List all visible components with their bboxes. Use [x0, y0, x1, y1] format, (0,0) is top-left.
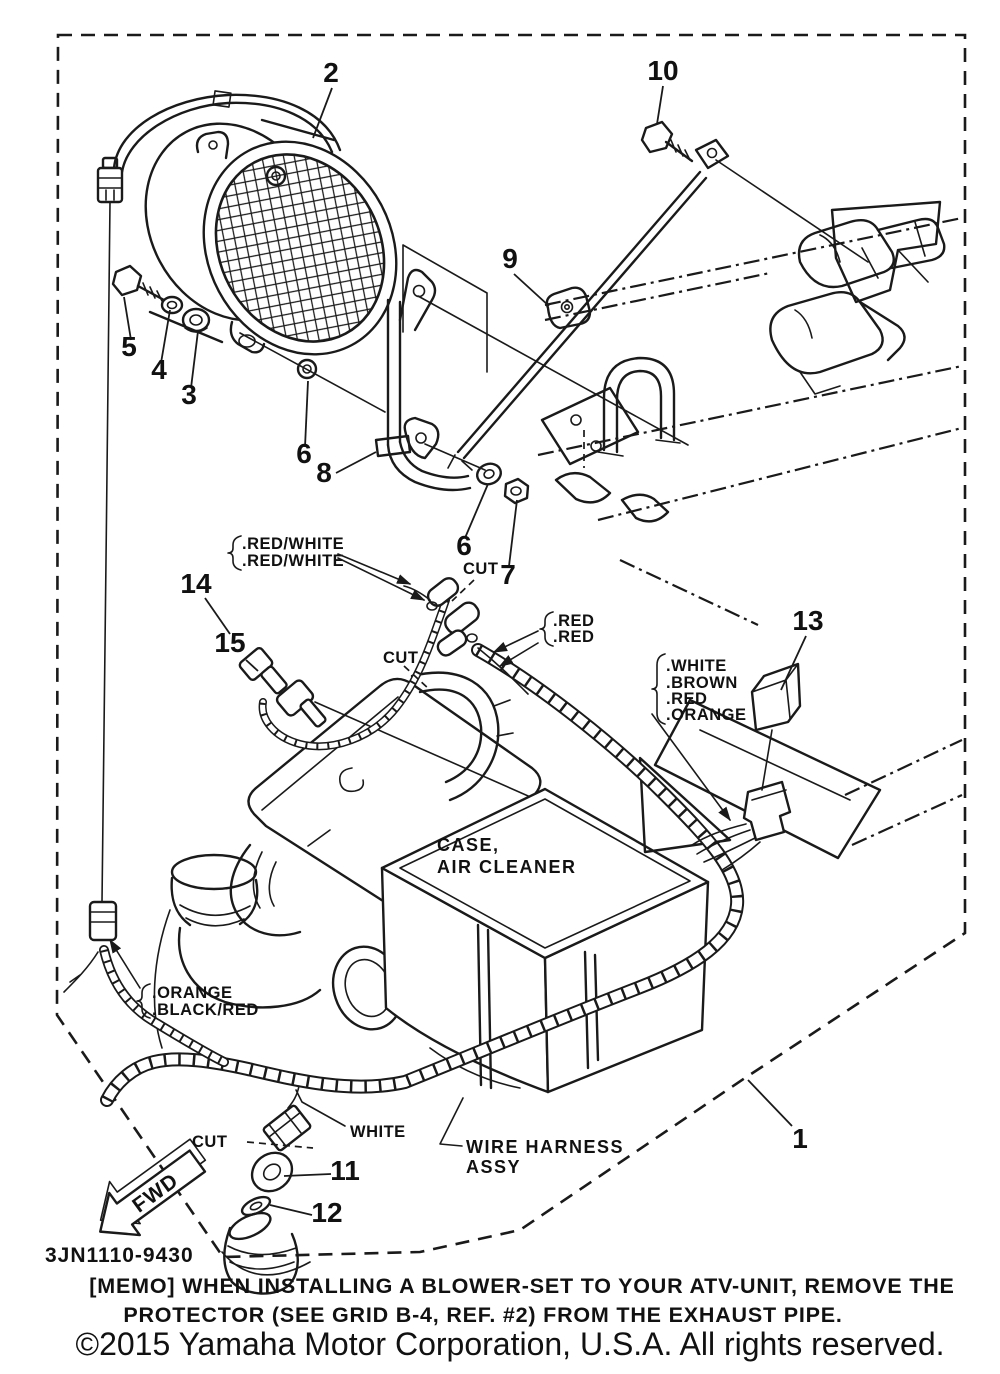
washer-4	[162, 297, 182, 313]
callout-10: 10	[647, 55, 679, 86]
callout-6b: 6	[456, 530, 472, 561]
lead-connector-bottom	[64, 902, 224, 1062]
air-cleaner-case	[382, 789, 708, 1092]
callout-4: 4	[151, 354, 167, 385]
label-red-white-1: .RED/WHITE	[242, 535, 345, 553]
label-red-1: .RED	[553, 612, 595, 630]
label-orange-bottom: .ORANGE	[152, 984, 233, 1002]
callout-5: 5	[121, 331, 137, 362]
label-cut-bottom: CUT	[192, 1133, 228, 1151]
grommet-3	[183, 309, 209, 332]
connector-stack-bottom	[222, 1086, 311, 1294]
washer-6b	[474, 460, 503, 487]
callout-12: 12	[311, 1197, 343, 1228]
nut-7	[505, 479, 528, 503]
label-red-white-2: .RED/WHITE	[242, 552, 345, 570]
memo-line2: PROTECTOR (SEE GRID B-4, REF. #2) FROM THE EXHAUST PIPE.	[123, 1303, 843, 1327]
callout-15: 15	[214, 627, 246, 658]
connector-13	[752, 664, 800, 790]
bolt-5	[113, 266, 164, 301]
callout-1: 1	[792, 1123, 808, 1154]
callout-8: 8	[316, 457, 332, 488]
support-rod	[448, 140, 868, 470]
label-red-stack: .RED	[666, 690, 708, 708]
label-white-stack: .WHITE	[666, 657, 727, 675]
label-white-bottom: WHITE	[350, 1123, 406, 1141]
grid-code: 3JN1110-9430	[45, 1244, 194, 1267]
memo-line1: [MEMO] WHEN INSTALLING A BLOWER-SET TO YOUR ATV-UNIT, REMOVE THE	[89, 1274, 955, 1298]
label-wire-harness-1: WIRE HARNESS	[466, 1137, 625, 1157]
panel-outline	[403, 245, 487, 372]
callout-14: 14	[180, 568, 212, 599]
callout-6a: 6	[296, 438, 312, 469]
case-label-line2: AIR CLEANER	[437, 857, 577, 877]
label-red-2: .RED	[553, 628, 595, 646]
label-black-red-bottom: .BLACK/RED	[152, 1001, 259, 1019]
label-cut-left: CUT	[383, 649, 419, 667]
callout-13: 13	[792, 605, 824, 636]
label-cut-upper: CUT	[463, 560, 499, 578]
callout-9: 9	[502, 243, 518, 274]
frame-casting-lower	[770, 292, 904, 394]
label-orange-stack: .ORANGE	[666, 706, 747, 724]
callout-11: 11	[330, 1155, 360, 1186]
footer	[45, 1244, 955, 1362]
frame-rails	[538, 218, 962, 845]
bolt-10	[642, 122, 692, 161]
label-wire-harness-2: ASSY	[466, 1157, 522, 1177]
case-label-line1: CASE,	[437, 835, 500, 855]
harness-branch-connector	[692, 782, 790, 870]
frame-u-loop	[598, 358, 680, 456]
label-brown-stack: .BROWN	[666, 674, 738, 692]
callout-3: 3	[181, 379, 197, 410]
frame-foot-pads	[556, 473, 668, 521]
callout-7: 7	[500, 559, 516, 590]
callout-2: 2	[323, 57, 339, 88]
copyright: ©2015 Yamaha Motor Corporation, U.S.A. All rights reserved.	[75, 1326, 945, 1362]
fwd-label: FWD	[128, 1168, 183, 1218]
